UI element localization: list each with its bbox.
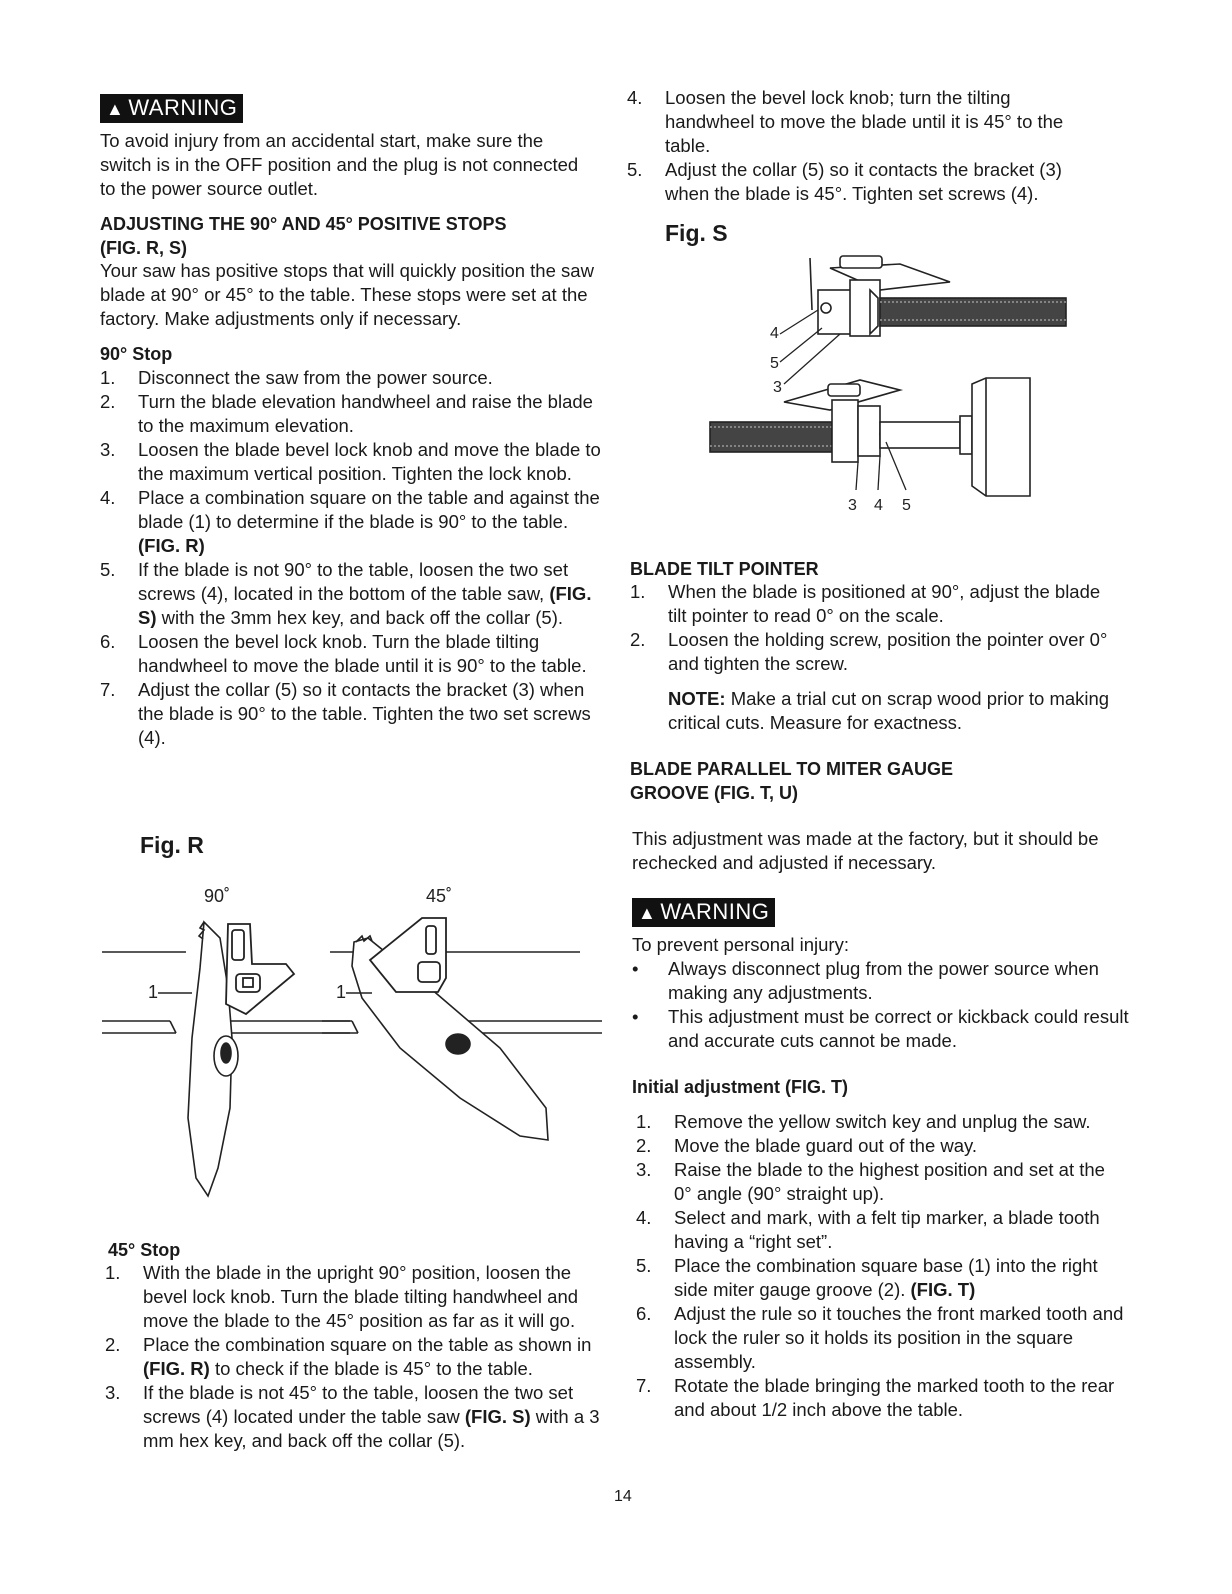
list-item: 1. Disconnect the saw from the power source.	[100, 367, 493, 388]
list-item: 5. If the blade is not 90° to the table, loosen the two set screws (4), located in the bottom of the table saw, (FIG. S) with the 3mm hex key, and back off the collar (5).	[100, 559, 592, 628]
warning-label: WARNING	[660, 899, 770, 924]
initial-adjustment-title: Initial adjustment (FIG. T)	[632, 1077, 848, 1097]
list-item: 4. Select and mark, with a felt tip marker, a blade tooth having a “right set”.	[636, 1207, 1100, 1252]
list-item: 4. Loosen the bevel lock knob; turn the tilting handwheel to move the blade until it is 45° to the table.	[627, 87, 1064, 156]
list-item: • Always disconnect plug from the power source when making any adjustments.	[632, 958, 1099, 1003]
list-item: 6. Loosen the bevel lock knob. Turn the blade tilting handwheel to move the blade until it is 90° to the table.	[100, 631, 587, 676]
list-item: 6. Adjust the rule so it touches the front marked tooth and lock the ruler so it holds its position in the square assembly.	[636, 1303, 1124, 1372]
list-item: 1. Remove the yellow switch key and unplug the saw.	[636, 1111, 1091, 1132]
svg-text:3: 3	[848, 497, 857, 514]
stop45-title: 45° Stop	[108, 1240, 181, 1260]
svg-text:4: 4	[874, 497, 883, 514]
fig-r-illustration	[100, 878, 610, 1208]
list-item: • This adjustment must be correct or kickback could result and accurate cuts cannot be made.	[632, 1006, 1129, 1051]
list-item: 2. Turn the blade elevation handwheel and raise the blade to the maximum elevation.	[100, 391, 593, 436]
section-title-positive-stops: ADJUSTING THE 90° AND 45° POSITIVE STOPS (FIG. R, S)	[100, 214, 507, 258]
blade-parallel-text: This adjustment was made at the factory, but it should be rechecked and adjusted if necessary.	[632, 828, 1099, 873]
section-title-blade-parallel: BLADE PARALLEL TO MITER GAUGE GROOVE (FIG. T, U)	[630, 759, 954, 803]
stop45-steps-continued	[627, 86, 1097, 206]
list-item: 3. If the blade is not 45° to the table, loosen the two set screws (4) located under the table saw (FIG. S) with a 3 mm hex key, and back off the collar (5).	[105, 1382, 600, 1451]
positive-stops-intro: Your saw has positive stops that will quickly position the saw blade at 90° or 45° to the table. These stops were set at the factory. Make adjustments only if necessary.	[100, 260, 594, 329]
stop90-steps	[100, 366, 605, 750]
fig-r-45-label: 45˚	[426, 886, 453, 906]
note: NOTE: Make a trial cut on scrap wood prior to making critical cuts. Measure for exactness.	[668, 688, 1110, 733]
list-item: 5. Adjust the collar (5) so it contacts the bracket (3) when the blade is 45°. Tighten set screws (4).	[627, 159, 1062, 204]
warning-text-left: To avoid injury from an accidental start, make sure the switch is in the OFF position and the plug is not connected to the power source outlet.	[100, 130, 579, 199]
warning-bullets	[632, 957, 1132, 1053]
svg-text:5: 5	[770, 355, 779, 372]
list-item: 3. Raise the blade to the highest position and set at the 0° angle (90° straight up).	[636, 1159, 1105, 1204]
fig-r-90-label: 90˚	[204, 886, 231, 906]
list-item: 7. Rotate the blade bringing the marked tooth to the rear and about 1/2 inch above the table.	[636, 1375, 1115, 1420]
svg-text:4: 4	[770, 325, 779, 342]
list-item: 1. With the blade in the upright 90° position, loosen the bevel lock knob. Turn the blade tilting handwheel and move the blade to the 45° position as far as it will go.	[105, 1262, 579, 1331]
list-item: 2. Place the combination square on the table as shown in (FIG. R) to check if the blade is 45° to the table.	[105, 1334, 592, 1379]
list-item: 3. Loosen the blade bevel lock knob and move the blade to the maximum vertical position. Tighten the lock knob.	[100, 439, 601, 484]
list-item: 7. Adjust the collar (5) so it contacts the bracket (3) when the blade is 90° to the table. Tighten the two set screws (4).	[100, 679, 591, 748]
svg-text:3: 3	[773, 379, 782, 396]
warning-badge-left	[100, 94, 243, 123]
list-item: 2. Move the blade guard out of the way.	[636, 1135, 978, 1156]
fig-s-lower-assembly	[710, 378, 1030, 496]
fig-r-callout-1-right: 1	[336, 982, 347, 1002]
warning-label: WARNING	[128, 95, 238, 120]
blade-tilt-steps	[630, 580, 1110, 676]
fig-r-left-square	[226, 924, 294, 1014]
fig-s-label: Fig. S	[665, 220, 728, 246]
stop90-title: 90° Stop	[100, 344, 173, 364]
svg-text:5: 5	[902, 497, 911, 514]
fig-r-callout-1-left: 1	[148, 982, 159, 1002]
list-item: 1. When the blade is positioned at 90°, adjust the blade tilt pointer to read 0° on the scale.	[630, 581, 1101, 626]
page-number: 14	[614, 1488, 632, 1505]
blade-tilt-title: BLADE TILT POINTER	[630, 559, 819, 579]
warning-triangle-icon: ▲	[106, 99, 125, 119]
list-item: 2. Loosen the holding screw, position the pointer over 0° and tighten the screw.	[630, 629, 1108, 674]
stop45-steps	[105, 1261, 613, 1453]
list-item: 4. Place a combination square on the table and against the blade (1) to determine if the blade is 90° to the table. (FIG. R)	[100, 487, 600, 556]
warning-badge-right	[632, 898, 775, 927]
warning-intro-right: To prevent personal injury:	[632, 934, 849, 955]
initial-adjustment-steps	[636, 1110, 1126, 1422]
fig-r-label: Fig. R	[140, 832, 204, 858]
fig-s-upper-assembly	[810, 256, 1066, 336]
list-item: 5. Place the combination square base (1) into the right side miter gauge groove (2). (FIG. T)	[636, 1255, 1098, 1300]
fig-s-illustration	[700, 250, 1080, 520]
warning-triangle-icon: ▲	[638, 903, 657, 923]
